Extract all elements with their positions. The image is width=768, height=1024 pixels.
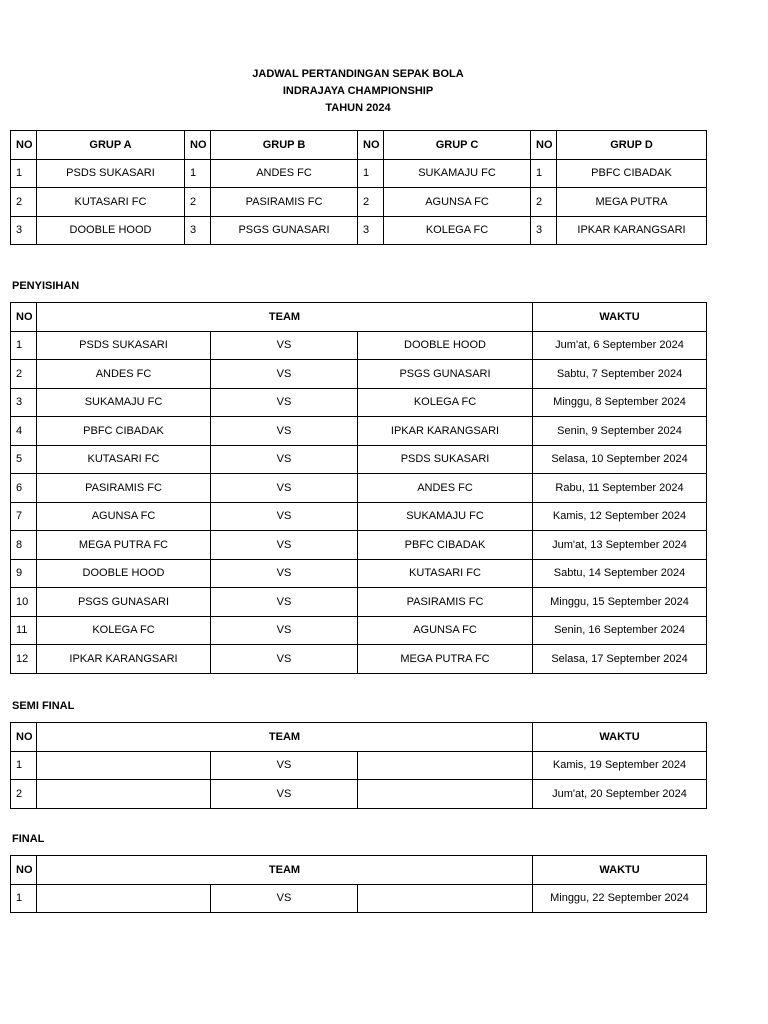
match-time-cell: Senin, 9 September 2024 [533, 417, 707, 446]
home-team-cell: ANDES FC [37, 360, 211, 389]
match-time-cell: Jum'at, 6 September 2024 [533, 331, 707, 360]
groups-header-grup-c: GRUP C [384, 131, 531, 160]
home-team-cell: MEGA PUTRA FC [37, 531, 211, 560]
group-team-cell: KOLEGA FC [384, 216, 531, 245]
match-header-row [11, 856, 707, 885]
group-team-cell: MEGA PUTRA [557, 188, 707, 217]
home-team-cell [37, 780, 211, 809]
match-row [11, 445, 707, 474]
vs-cell: VS [211, 360, 358, 389]
away-team-cell [358, 780, 533, 809]
groups-header-no: NO [358, 131, 384, 160]
match-time-cell: Selasa, 10 September 2024 [533, 445, 707, 474]
group-team-cell: PSGS GUNASARI [211, 216, 358, 245]
match-time-cell: Kamis, 19 September 2024 [533, 751, 707, 780]
home-team-cell: AGUNSA FC [37, 502, 211, 531]
match-time-cell: Sabtu, 14 September 2024 [533, 559, 707, 588]
semi-final-table [10, 722, 707, 809]
vs-cell: VS [211, 645, 358, 674]
match-no-cell: 12 [11, 645, 37, 674]
groups-header-grup-d: GRUP D [557, 131, 707, 160]
group-no-cell: 2 [185, 188, 211, 217]
match-no-cell: 11 [11, 616, 37, 645]
match-no-cell: 5 [11, 445, 37, 474]
away-team-cell: PBFC CIBADAK [358, 531, 533, 560]
home-team-cell: KUTASARI FC [37, 445, 211, 474]
groups-table [10, 130, 707, 245]
away-team-cell: IPKAR KARANGSARI [358, 417, 533, 446]
groups-header-row [11, 131, 707, 160]
header-no: NO [11, 856, 37, 885]
group-no-cell: 3 [531, 216, 557, 245]
home-team-cell [37, 884, 211, 913]
header-no: NO [11, 303, 37, 332]
group-team-cell: IPKAR KARANGSARI [557, 216, 707, 245]
away-team-cell: KUTASARI FC [358, 559, 533, 588]
match-row [11, 331, 707, 360]
group-no-cell: 2 [11, 188, 37, 217]
match-no-cell: 7 [11, 502, 37, 531]
title-line-1: JADWAL PERTANDINGAN SEPAK BOLA [252, 68, 464, 80]
away-team-cell [358, 751, 533, 780]
home-team-cell: KOLEGA FC [37, 616, 211, 645]
home-team-cell: PASIRAMIS FC [37, 474, 211, 503]
away-team-cell: AGUNSA FC [358, 616, 533, 645]
vs-cell: VS [211, 445, 358, 474]
match-no-cell: 1 [11, 331, 37, 360]
match-no-cell: 2 [11, 780, 37, 809]
match-time-cell: Minggu, 8 September 2024 [533, 388, 707, 417]
match-row [11, 588, 707, 617]
groups-row [11, 159, 707, 188]
group-team-cell: DOOBLE HOOD [37, 216, 185, 245]
match-row [11, 388, 707, 417]
away-team-cell: ANDES FC [358, 474, 533, 503]
match-row [11, 645, 707, 674]
match-row [11, 474, 707, 503]
group-no-cell: 3 [358, 216, 384, 245]
vs-cell: VS [211, 388, 358, 417]
vs-cell: VS [211, 474, 358, 503]
vs-cell: VS [211, 502, 358, 531]
group-no-cell: 1 [531, 159, 557, 188]
header-team: TEAM [37, 303, 533, 332]
match-row [11, 616, 707, 645]
penyisihan-table [10, 302, 707, 674]
penyisihan-label: PENYISIHAN [12, 280, 80, 292]
groups-header-grup-a: GRUP A [37, 131, 185, 160]
match-time-cell: Kamis, 12 September 2024 [533, 502, 707, 531]
match-no-cell: 8 [11, 531, 37, 560]
title-line-3: TAHUN 2024 [325, 102, 391, 114]
away-team-cell: KOLEGA FC [358, 388, 533, 417]
away-team-cell: PSGS GUNASARI [358, 360, 533, 389]
groups-row [11, 188, 707, 217]
group-team-cell: KUTASARI FC [37, 188, 185, 217]
match-time-cell: Senin, 16 September 2024 [533, 616, 707, 645]
match-row [11, 751, 707, 780]
home-team-cell: DOOBLE HOOD [37, 559, 211, 588]
match-no-cell: 10 [11, 588, 37, 617]
match-no-cell: 6 [11, 474, 37, 503]
group-no-cell: 1 [185, 159, 211, 188]
document-title [0, 66, 716, 117]
match-time-cell: Minggu, 15 September 2024 [533, 588, 707, 617]
groups-row [11, 216, 707, 245]
match-no-cell: 1 [11, 751, 37, 780]
away-team-cell [358, 884, 533, 913]
home-team-cell: SUKAMAJU FC [37, 388, 211, 417]
match-time-cell: Jum'at, 20 September 2024 [533, 780, 707, 809]
match-time-cell: Rabu, 11 September 2024 [533, 474, 707, 503]
home-team-cell [37, 751, 211, 780]
vs-cell: VS [211, 751, 358, 780]
group-no-cell: 2 [531, 188, 557, 217]
group-no-cell: 3 [185, 216, 211, 245]
group-team-cell: PBFC CIBADAK [557, 159, 707, 188]
groups-header-no: NO [185, 131, 211, 160]
group-no-cell: 1 [358, 159, 384, 188]
group-team-cell: PSDS SUKASARI [37, 159, 185, 188]
away-team-cell: PASIRAMIS FC [358, 588, 533, 617]
home-team-cell: PSGS GUNASARI [37, 588, 211, 617]
match-row [11, 360, 707, 389]
home-team-cell: PBFC CIBADAK [37, 417, 211, 446]
away-team-cell: PSDS SUKASARI [358, 445, 533, 474]
title-line-2: INDRAJAYA CHAMPIONSHIP [282, 85, 434, 97]
match-no-cell: 3 [11, 388, 37, 417]
match-time-cell: Minggu, 22 September 2024 [533, 884, 707, 913]
header-waktu: WAKTU [533, 303, 707, 332]
header-waktu: WAKTU [533, 723, 707, 752]
group-team-cell: PASIRAMIS FC [211, 188, 358, 217]
header-waktu: WAKTU [533, 856, 707, 885]
home-team-cell: IPKAR KARANGSARI [37, 645, 211, 674]
vs-cell: VS [211, 884, 358, 913]
vs-cell: VS [211, 559, 358, 588]
match-time-cell: Sabtu, 7 September 2024 [533, 360, 707, 389]
groups-header-no: NO [11, 131, 37, 160]
groups-header-grup-b: GRUP B [211, 131, 358, 160]
vs-cell: VS [211, 417, 358, 446]
match-header-row [11, 303, 707, 332]
match-no-cell: 9 [11, 559, 37, 588]
group-no-cell: 3 [11, 216, 37, 245]
header-team: TEAM [37, 856, 533, 885]
header-no: NO [11, 723, 37, 752]
group-team-cell: AGUNSA FC [384, 188, 531, 217]
vs-cell: VS [211, 616, 358, 645]
final-label: FINAL [12, 833, 45, 845]
match-row [11, 559, 707, 588]
match-time-cell: Jum'at, 13 September 2024 [533, 531, 707, 560]
match-row [11, 417, 707, 446]
group-team-cell: ANDES FC [211, 159, 358, 188]
home-team-cell: PSDS SUKASARI [37, 331, 211, 360]
away-team-cell: SUKAMAJU FC [358, 502, 533, 531]
match-no-cell: 1 [11, 884, 37, 913]
final-table [10, 855, 707, 913]
match-row [11, 884, 707, 913]
match-row [11, 780, 707, 809]
groups-header-no: NO [531, 131, 557, 160]
group-no-cell: 2 [358, 188, 384, 217]
header-team: TEAM [37, 723, 533, 752]
away-team-cell: DOOBLE HOOD [358, 331, 533, 360]
vs-cell: VS [211, 331, 358, 360]
match-row [11, 502, 707, 531]
semi-final-label: SEMI FINAL [12, 700, 75, 712]
away-team-cell: MEGA PUTRA FC [358, 645, 533, 674]
vs-cell: VS [211, 780, 358, 809]
match-time-cell: Selasa, 17 September 2024 [533, 645, 707, 674]
match-no-cell: 2 [11, 360, 37, 389]
match-no-cell: 4 [11, 417, 37, 446]
group-no-cell: 1 [11, 159, 37, 188]
group-team-cell: SUKAMAJU FC [384, 159, 531, 188]
vs-cell: VS [211, 588, 358, 617]
vs-cell: VS [211, 531, 358, 560]
match-row [11, 531, 707, 560]
match-header-row [11, 723, 707, 752]
